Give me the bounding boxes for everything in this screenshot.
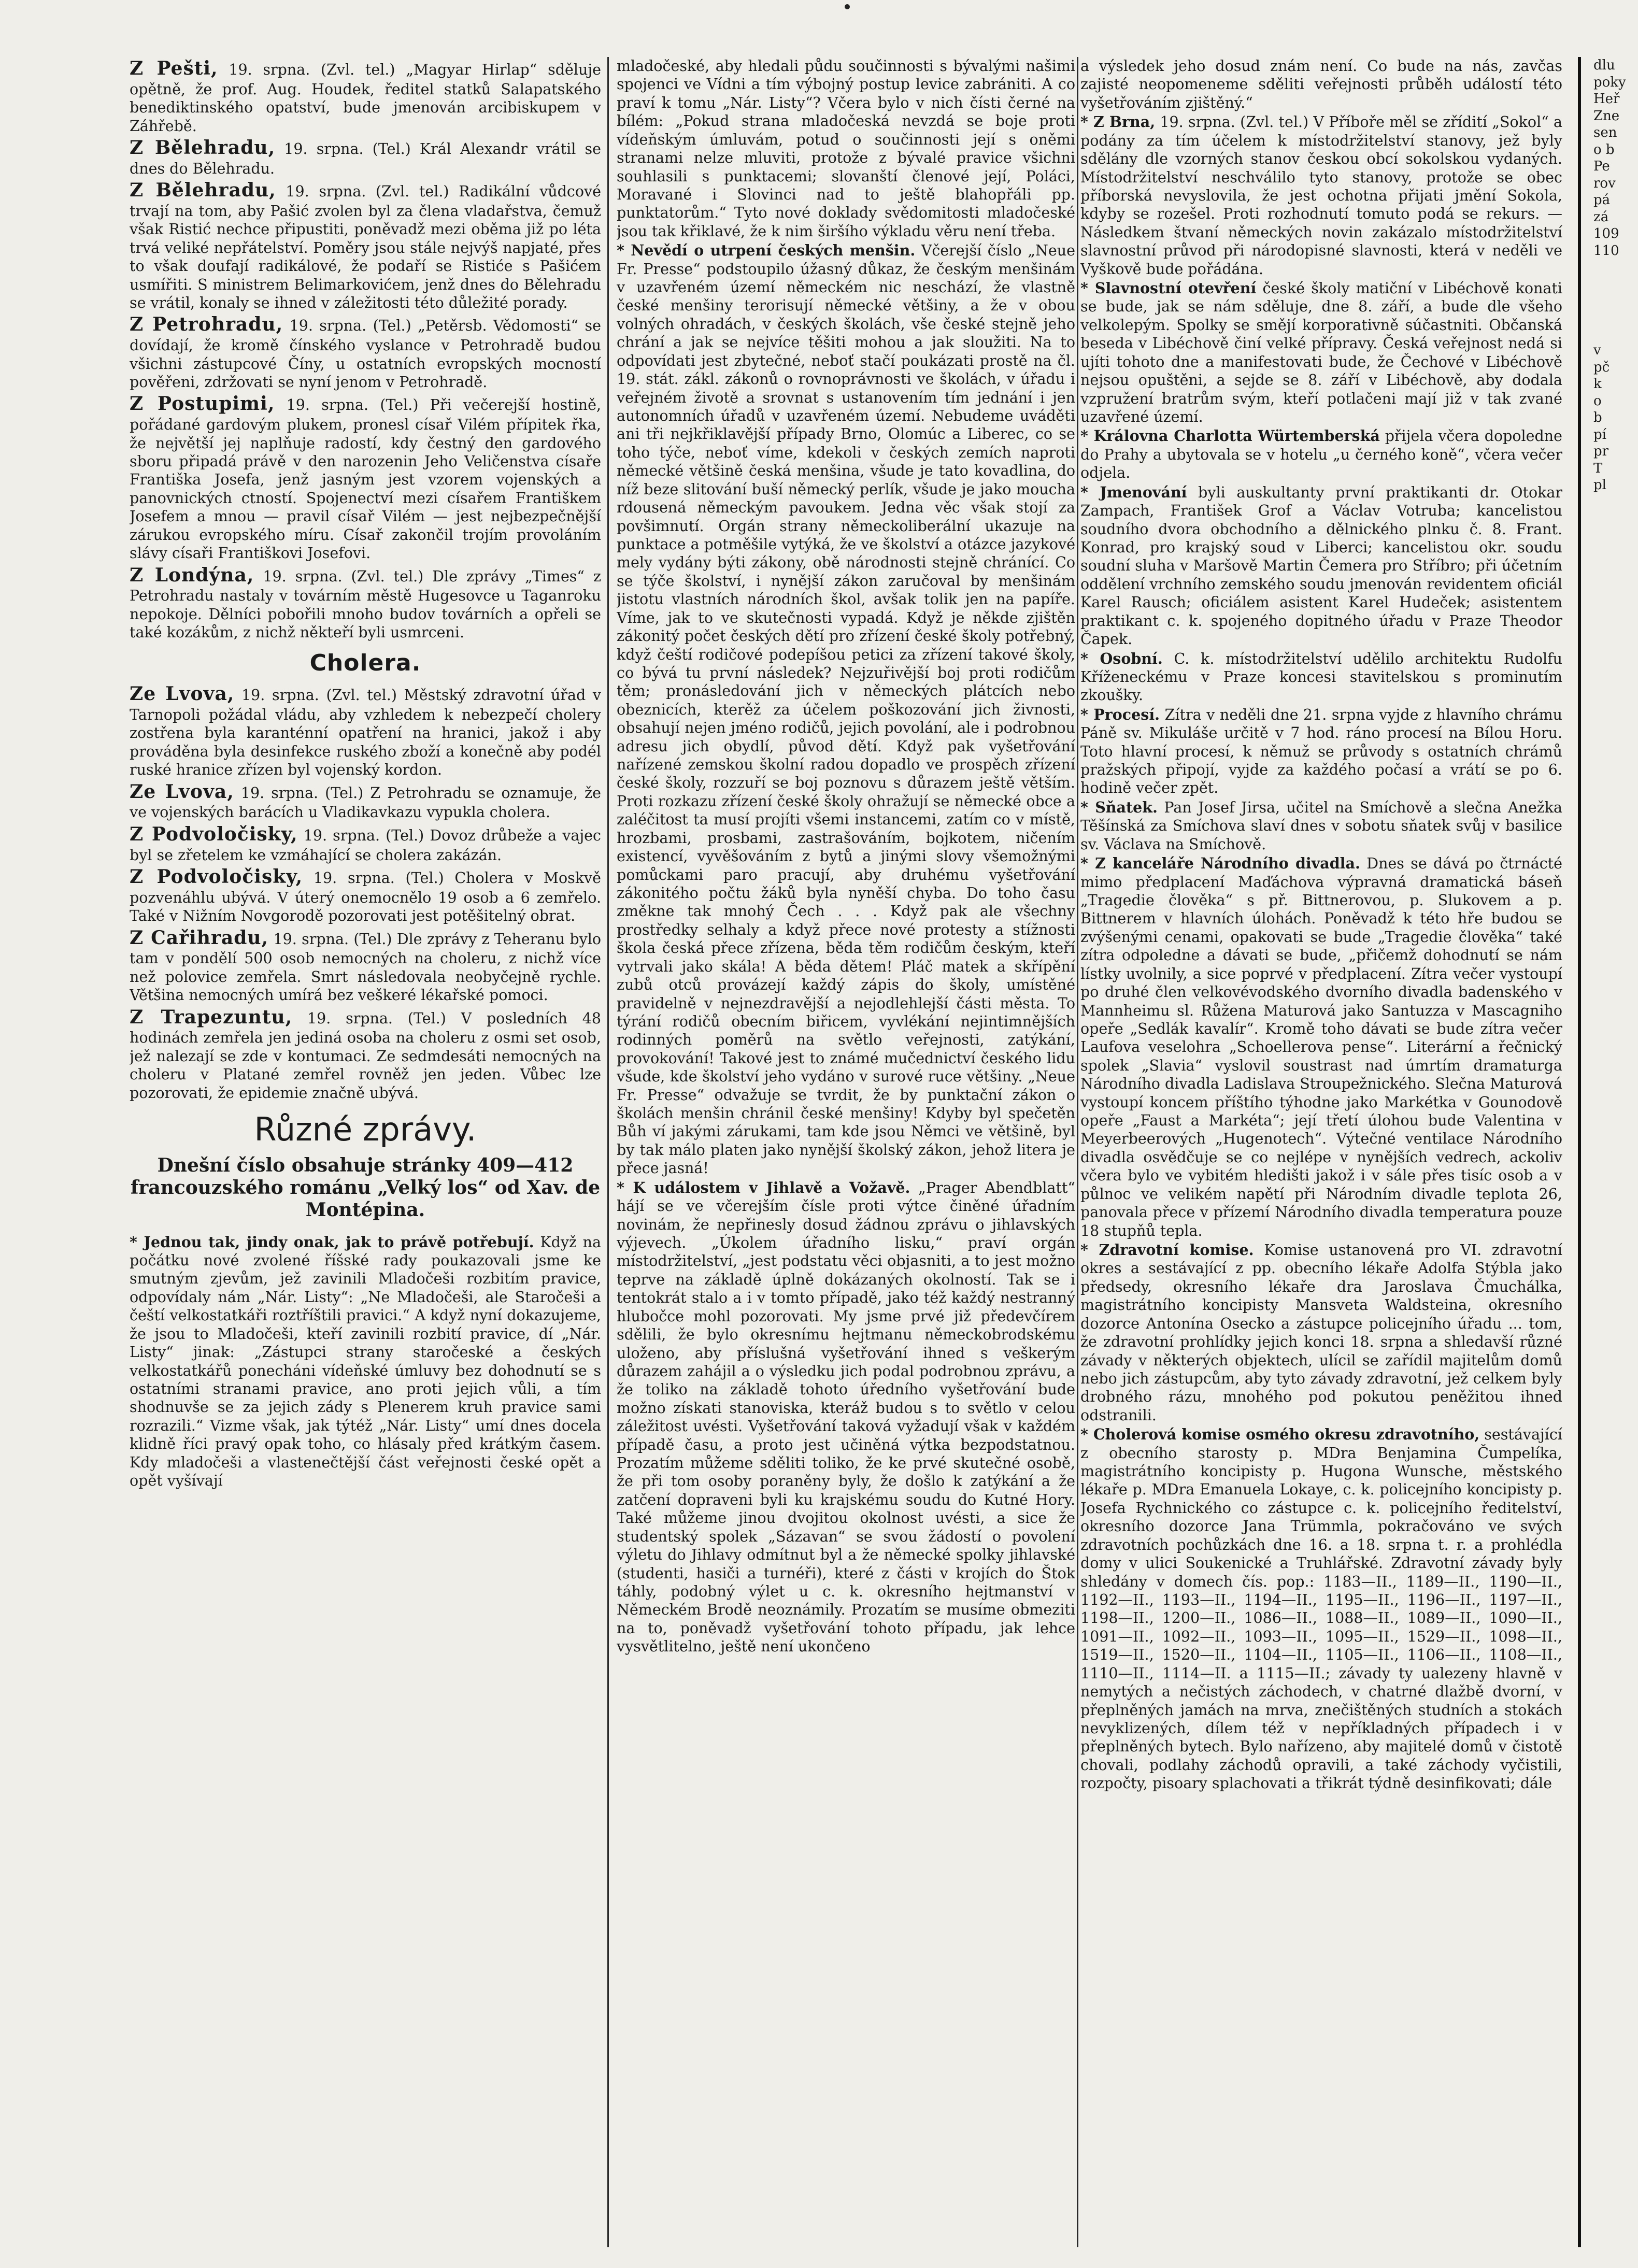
column-4-fragment	[1593, 57, 1638, 2247]
item-text: 19. srpna. (Zvl. tel.) Dle zprávy „Times“ z Petrohradu nastaly v továrním městě Hugesovce u Taganroku nepokoje. Dělníci pobořili mnoho budov továrních a opřeli se také kozákům, z nichž někteří byli usmrceni.	[130, 567, 601, 641]
column-rule	[607, 57, 609, 2247]
news-item-procesi	[1080, 706, 1562, 797]
news-item-jihlava	[617, 1179, 1075, 1656]
fragment-line: pl	[1593, 477, 1606, 493]
item-text: 19. srpna. (Tel.) Cholera v Moskvě pozvenáhlu ubývá. V úterý onemocnělo 19 osob a 6 zemřelo. Také v Nižním Novgorodě pozorovati jest potěšitelný obrat.	[130, 869, 601, 925]
news-item-petrohrad	[130, 313, 601, 391]
fragment-line: pá	[1593, 192, 1611, 208]
item-text: 19. srpna. (Zvl. tel.) Městský zdravotní úřad v Tarnopoli požádal vládu, aby vzhledem k nebezpečí cholery zostřena byla karanténní opatření na hranici, jakož i aby prováděna byla desinfekce ruského zboží a konečně aby podél ruské hranice zřízen byl vojenský kordon.	[130, 687, 601, 779]
column-2	[617, 57, 1075, 2247]
news-item-nevedi	[617, 241, 1075, 1178]
section-heading-cholera: Cholera.	[309, 649, 421, 676]
item-text: přijela včera dopoledne do Prahy a ubytovala se v hotelu „u černého koně“, včera večer odjela.	[1080, 427, 1562, 482]
item-heading: * Jmenování	[1080, 483, 1187, 501]
fragment-line: T	[1593, 460, 1603, 476]
news-item-jmenovani	[1080, 483, 1562, 649]
item-heading: * Slavnostní otevření	[1080, 279, 1257, 297]
fragment-line: b	[1593, 410, 1602, 425]
item-text: 19. srpna. (Zvl. tel.) „Magyar Hirlap“ sděluje opětně, že prof. Aug. Houdek, ředitel statků Salapatského benediktinského opatství, bude jmenován arcibiskupem v Záhřebě.	[130, 61, 601, 135]
item-text: české školy matiční v Libéchově konati se bude, jak se nám sděluje, dne 8. září, a bude dle všeho velkolepým. Spolky se smějí korporativně súčastniti. Občanská beseda v Libéchově činí velké přípravy. Česká veřejnost nedá si ujíti tohoto dne a manifestovati bude, že Čechové v Libéchově nejsou opuštěni, a sejde se 8. září v Libéchově, aby dodala vzpružení bratrům svým, kteří potlačeni mají již v tak zvané uzavřené území.	[1080, 280, 1562, 426]
item-text: 19. srpna. (Tel.) Dle zprávy z Teheranu bylo tam v pondělí 500 osob nemocných na choleru, z nichž více než polovice zemřela. Smrt následovala neobyčejně rychle. Většina nemocných umírá bez veškeré lékařské pomoci.	[130, 930, 601, 1004]
item-heading: * Osobní.	[1080, 649, 1163, 667]
news-item-kralovna	[1080, 427, 1562, 482]
item-heading: * Nevědí o utrpení českých menšin.	[617, 241, 916, 260]
news-item-podvolocisky-1	[130, 823, 601, 864]
fragment-line: zá	[1593, 209, 1609, 225]
item-text: 19. srpna. (Tel.) Král Alexandr vrátil se dnes do Bělehradu.	[130, 140, 601, 177]
dateline: Z Petrohradu,	[130, 313, 283, 336]
news-item-londyn	[130, 564, 601, 642]
news-item-lvov-1	[130, 682, 601, 779]
item-text: 19. srpna. (Tel.) „Petěrsb. Vědomosti“ se dovídají, že kromě čínského vyslance v Petrohradě budou všichni zástupcové Číny, u ostatních evropských mocností pověřeni, zdržovati se nyní jenom v Petrohradě.	[130, 317, 601, 391]
novel-notice: Dnešní číslo obsahuje stránky 409—412 francouzského románu „Velký los“ od Xav. de Montépina.	[130, 1154, 601, 1221]
dateline: Z Postupimi,	[130, 393, 275, 415]
section-heading-ruzne-zpravy: Různé zprávy.	[254, 1110, 477, 1148]
news-item-podvolocisky-2	[130, 865, 601, 925]
item-heading: * Z Brna,	[1080, 113, 1156, 131]
continued-text: a výsledek jeho dosud znám není. Co bude na nás, zavčas zajisté neopomeneme sděliti veřejnosti průběh událostí této vyšetřováním zjištěný.“	[1080, 58, 1562, 111]
fragment-line: pč	[1593, 359, 1610, 375]
fragment-line: Zne	[1593, 108, 1620, 124]
item-heading: * Jednou tak, jindy onak, jak to právě potřebují.	[130, 1233, 534, 1251]
dateline: Ze Lvova,	[130, 683, 235, 705]
spacer	[1593, 259, 1638, 342]
item-text: Včerejší číslo „Neue Fr. Presse“ podstoupilo úžasný důkaz, že českým menšinám v uzavřeném území německém nic neschází, že vlastně české menšiny terorisují německé většiny, a že v obou volných ohradách, v českých školách, vše české stejně jeho chrání a jak se nejvíce těšiti mohou a jak sloužiti. Na to odpovídati jest zbytečné, neboť stačí poukázati prostě na čl. 19. stát. zákl. zákonů o rovnoprávnosti ve školách, v úřadu i veřejném životě a srovnat s ustanovením tím jednání i jen autonomních úřadů v uzavřeném území. Nebudeme uváděti ani tři nejkřiklavější případy Brno, Olomúc a Liberec, co se toho týče, neboť víme, kdekoli v českých zemích naproti německé většině česká menšina, všude je tato kovadlina, do níž beze slitování buší německý perlík, všude je jako moucha rdousená německým pavoukem. Jedna věc však stojí za povšimnutí. Orgán strany německoliberální ukazuje na punktace a potměšile vytýká, že ve školství a otázce jazykové mely vydány býti zákony, obě národnosti stejně chránící. Co se týče školství, i nynější zákon zaručoval by menšinám jistotu vlastních národních škol, avšak tolik jen na papíře. Víme, jak to ve skutečnosti vypadá. Když je někde zjištěn zákonitý počet českých dětí pro zřízení české školy potřebný, když čeští rodičové podepíšou petici za zřízení takové školy, co bývá tu první následek? Nejzuřivější boj proti rodičům těm; pronásledování jich v německých plátcích nebo obeznicích, kterěž za účelem poškozování jich živnosti, obsahují nejen jméno rodičů, jejich povolání, ale i podrobnou adresu jich obydlí, původ dětí. Když pak vyšetřování nařízené zemskou školní radou dopadlo ve prospěch zřízení české školy, rozzuří se boj poznovu s důrazem ještě větším. Proti rozkazu zřízení české školy ohražují se německé obce a zaléčitost ta musí projíti všemi instancemi, zatím co v místě, hrozbami, prosbami, zastrašováním, bojkotem, ničením existencí, vyvěšováním z bytů a jinými slovy všemožnými pomůckami paro pracují, aby druhému vyšetřování zákonitého počtu žáků byla nyněší chyba. Do toho času změkne tak mnohý Čech . . . Když pak ale všechny prostředky selhaly a když přece nové protesty a stížnosti škola česká přece zřízena, běda těm rodičům českým, kteří vytrvali jako skála! A běda dětem! Pláč matek a skřípění zubů otců provázejí každý zápis do školy, umístěné pravidelně v nejnezdravější a nejodlehlejší části města. To týrání rodičů obecním biřicem, vyvlékání nejintimnějších rodinných poměrů na světlo veřejnosti, zatýkání, provokování! Takové jest to známé mučednictví českého lidu všude, kde školství jeho vydáno v surové ruce většiny. „Neue Fr. Presse“ odvažuje se tvrdit, že by punktační zákon o školách menšin chránil české menšiny! Kdyby byl spečetěn Bůh ví jakými zárukami, tam kde jsou Němci ve většině, byl by tak málo platen jako nynější školský zákon, jehož litera je přece jasná!	[617, 242, 1075, 1177]
item-text: Zítra v neděli dne 21. srpna vyjde z hlavního chrámu Páně sv. Mikuláše určitě v 7 hod. ráno procesí na Bílou Horu. Toto hlavní procesí, k němuž se průvody s ostatních chrámů pražských připojí, vyjde za každého počasí a vrátí se po 6. hodině večer zpět.	[1080, 706, 1562, 797]
item-text: Komise ustanovená pro VI. zdravotní okres a sestávající z pp. obecního lékaře Adolfa Stýbla jako předsedy, okresního lékaře dra Jaroslava Čmuchálka, magistrátního koncipisty Mansveta Waldsteina, okresního dozorce Antonína Osecko a zástupce policejního úřadu ... tom, že zdravotní prohlídky jejich konci 18. srpna a shledavší různé závady v některých objektech, ulícil se zařídil majitelům domů nebo jich zástupcům, aby tyto závady zdravotní, jež celkem byly drobného rázu, mnohého pod pokutou peněžitou ihned odstranili.	[1080, 1242, 1562, 1424]
news-item-osobni	[1080, 650, 1562, 705]
news-item-belehrad-2	[130, 179, 601, 312]
item-text: 19. srpna. (Tel.) Dovoz drůbeže a vajec byl se zřetelem ke vzmáhající se cholera zakázán.	[130, 826, 601, 864]
item-heading: * Královna Charlotta Würtemberská	[1080, 427, 1380, 445]
column-1	[130, 57, 601, 2247]
dateline: Z Trapezuntu,	[130, 1006, 293, 1028]
item-text: 19. srpna. (Tel.) Z Petrohradu se oznamuje, že ve vojenských barácích u Vladikavkazu vypukla cholera.	[130, 784, 601, 821]
news-item-jednou-tak	[130, 1233, 601, 1490]
fragment-line: dlu	[1593, 58, 1615, 73]
fragment-line: o b	[1593, 141, 1615, 158]
item-text: byli auskultanty první praktikanti dr. Otokar Zampach, František Grof a Václav Votruba; kancelistou soudního dvora obchodního a dělnického plnku č. 8. Frant. Konrad, pro krajský soud v Liberci; kancelistou okr. soudu soudní sluha v Maršově Martin Čemera pro Stříbro; při účetním oddělení vrchního zemského soudu jmenován revidentem oficiál Karel Rausch; oficiálem asistent Karel Hudeček; asistentem praktikant c. k. spojeného dopitného úřadu v Praze Theodor Čapek.	[1080, 483, 1562, 648]
fragment-line: sen	[1593, 125, 1617, 140]
item-heading: * Zdravotní komise.	[1080, 1241, 1254, 1259]
news-item-brno	[1080, 113, 1562, 278]
item-text: sestávající z obecního starosty p. MDra Benjamina Čumpelíka, magistrátního koncipisty p. Hugona Wunsche, městského lékaře p. MDra Emanuela Lokaye, c. k. policejního koncipisty p. Josefa Rychnického co zástupce c. k. policejního ředitelství, okresního dozorce Jana Trümmla, pokračováno ve svých zdravotních pochůzkách dne 16. a 18. srpna t. r. a prohlédla domy v ulici Soukenické a Truhlářské. Zdravotní závady byly shledány v domech čís. pop.: 1183—II., 1189—II., 1190—II., 1192—II., 1193—II., 1194—II., 1195—II., 1196—II., 1197—II., 1198—II., 1200—II., 1086—II., 1088—II., 1089—II., 1090—II., 1091—II., 1092—II., 1093—II., 1095—II., 1529—II., 1098—II., 1519—II., 1520—II., 1104—II., 1105—II., 1106—II., 1108—II., 1110—II., 1114—II. a 1115—II.; závady ty ualezeny hlavně v nemytých a nečistých záchodech, v chatrné dlažbě dvorní, v přeplněných jamách na mrva, znečištěných studních a stokách nevyklizených, dílem též v nepříkladných případech i v přeplněných bytech. Bylo nařízeno, aby majitelé domů v čistotě chovali, podlahy záchodů opravili, a také záchody vyčistili, rozpočty, pisoary splachovati a třikrát týdně desinfikovati; dále	[1080, 1426, 1562, 1792]
item-text: 19. srpna. (Zvl. tel.) V Příboře měl se zřídití „Sokol“ a podány za tím účelem k místodržitelství stanovy, jež byly sdělány dle vzorných stanov českou obcí sokolskou vydaných. Místodržitelství neschválilo tyto stanovy, protože se obec příborská nevyslovila, že jest ochotna přijati jmění Sokola, kdyby se rozešel. Proti rozhodnutí tomuto podá se rekurs. — Následkem štvaní německých novin zakázalo místodržitelství slavnostní průvod při národopisné slavnosti, která v neděli ve Vyškově bude pořádána.	[1080, 113, 1562, 278]
print-mark	[845, 4, 850, 9]
fragment-line: 110	[1593, 243, 1619, 259]
news-item-belehrad-1	[130, 136, 601, 178]
item-text: C. k. místodržitelství udělilo architektu Rudolfu Kříženeckému v Praze koncesi stavitelskou s prominutím zkoušky.	[1080, 650, 1562, 704]
item-text: 19. srpna. (Tel.) Při večerejší hostině, pořádané gardovým plukem, pronesl císař Vilém přípitek řka, že největší jej naplňuje radostí, kdy čestný den gardového sboru připadá právě v den narozenin Jeho Veličenstva císaře Františka Josefa, jenž jasným jest vzorem vojenských a panovnických ctností. Spojenectví mezi císařem Františkem Josefem a mnou — pravil císař Vilém — jest nejbezpečnější zárukou evropského míru. Císař zakončil trojím provoláním slávy císaři Františkovi Josefovi.	[130, 396, 601, 562]
dateline: Z Londýna,	[130, 564, 254, 586]
item-heading: * K událostem v Jihlavě a Vožavě.	[617, 1178, 910, 1196]
column-3	[1080, 57, 1562, 2247]
fragment-line: pr	[1593, 444, 1609, 459]
dateline: Z Bělehradu,	[130, 137, 276, 159]
fragment-line: rov	[1593, 175, 1616, 191]
news-item-slavnostni	[1080, 279, 1562, 426]
fragment-line: Heř	[1593, 91, 1620, 107]
item-text: 19. srpna. (Zvl. tel.) Radikální vůdcové trvají na tom, aby Pašić zvolen byl za člena vladařstva, čemuž však Ristić nechce připustiti, poněvadž mezi oběma již po léta trvá veliké nepřátelství. Poměry jsou stále nejvýš napjaté, přes to však doufají radikálové, že podaří se Ristiće s Pašićem usmířiti. S ministrem Belimarkovićem, jenž dnes do Bělehradu se vrátil, konaly se ihned v záležitosti této důležité porady.	[130, 183, 601, 311]
news-item-postupim	[130, 392, 601, 562]
news-item-pest	[130, 57, 601, 135]
dateline: Z Pešti,	[130, 58, 218, 79]
continued-text: mladočeské, aby hledali půdu součinnosti s bývalými našimi spojenci ve Vídni a tím výbojný postup levice zabrániti. A co praví k tomu „Nár. Listy“? Včera bylo v nich čísti černé na bílém: „Pokud strana mladočeská nevzdá se boje proti vídeňským úmluvám, potud o součinnosti její s oněmi stranami nelze mluviti, protože z bývalé pravice všichni souhlasili s punktacemi; slovanští členové její, Poláci, Moravané i Slovinci nad to ještě blahopřáli pp. punktatorům.“ Tyto nové doklady svědomitosti mladočeské jsou tak křiklavé, že k nim širšího výkladu věru není třeba.	[617, 58, 1075, 240]
page-edge-rule	[1578, 57, 1581, 2247]
news-item-trapezunt	[130, 1006, 601, 1102]
news-item-zdravotni	[1080, 1241, 1562, 1424]
spacer	[130, 1226, 601, 1233]
fragment-line: o	[1593, 393, 1602, 409]
news-item-kancelar	[1080, 854, 1562, 1240]
item-text: „Prager Abendblatt“ hájí se ve včerejším čísle proti výtce činěné úřadním novinám, že nepřinesly dosud žádnou zprávu o jihlavských výjevech. „Úkolem úřadního lisku,“ praví orgán místodržitelství, „jest podstatu věci objasniti, a to jest možno teprve na základě úplně dokázaných okolností. Tak se i tentokrát stalo a i v tomto případě, jako též každý nestranný hlubočce mohl pozorovati. My jsme prvé již předevčírem sdělili, že bylo okresnímu hejtmanu německobrodskému uloženo, aby příslušná vyšetřování ihned s veškerým důrazem zahájil a o výsledku jich podal podrobnou zprávu, a že toliko na základě tohoto úředního vyšetřování bude možno získati stanoviska, kteráž budou s to světlo v celou záležitost uvésti. Vyšetřování taková vyžadují však v každém případě času, a proto jest učiněná výtka bezpodstatnou. Prozatím můžeme sděliti toliko, že ke prvé skutečné osobě, že při tom osoby poraněny byly, že došlo k zatýkání a že zatčení dopraveni byli ku krajskému soudu do Kutné Hory. Také můžeme jinou dvojitou okolnost uvésti, a sice že studentský spolek „Sázavan“ se svou žádostí o povolení výletu do Jihlavy odmítnut byl a že německé spolky jihlavské (studenti, hasiči a turnéři), které z části v krojích do Štok táhly, podobný výlet u c. k. okresního hejtmanství v Německém Brodě neoznámily. Prozatím se musíme obmeziti na to, poněvadž vyšetřování tohoto případu, jak lehce vysvětlitelno, ještě není ukončeno	[617, 1179, 1075, 1656]
news-item-lvov-2	[130, 780, 601, 822]
item-text: Když na počátku nové zvolené říšské rady poukazovali jsme ke smutným zjevům, jež zavinili Mladočeši rozbitím pravice, odpovídaly nám „Nár. Listy“: „Ne Mladočeši, ale Staročeši a čeští velkostatkáři roztříštili pravici.“ A když nyní dokazujeme, že jsou to Mladočeši, kteří zavinili rozbití pravice, dí „Nár. Listy“ jinak: „Zástupci strany staročeské a českých velkostatkářů ponecháni vídeňské úmluvy bez dohodnutí se s ostatními stranami pravice, ano proti jejich vůli, a tím shodnuvše se za jejich zády s Plenerem kruh pravice sami rozrazili.“ Vizme však, jak týtéž „Nár. Listy“ umí dnes docela klidně říci pravý opak toho, co hlásaly před krátkým časem. Kdy mladočeši a vlastenečtější část veřejnosti české opět a opět vyšívají	[130, 1233, 601, 1490]
news-item-cholerova	[1080, 1425, 1562, 1792]
item-heading: * Procesí.	[1080, 705, 1160, 723]
fragment-line: k	[1593, 376, 1602, 392]
fragment-line: Pe	[1593, 159, 1610, 174]
item-heading: * Cholerová komise osmého okresu zdravotního,	[1080, 1425, 1480, 1444]
dateline: Z Podvoločisky,	[130, 823, 298, 845]
dateline: Z Bělehradu,	[130, 179, 276, 202]
fragment-line: v	[1593, 343, 1601, 358]
item-text: 19. srpna. (Tel.) V posledních 48 hodinách zemřela jen jediná osoba na choleru z osmi set osob, jež nalezají se zde v kontumaci. Ze sedmdesáti nemocných na choleru v Platané zemřel rovněž jen jeden. Vůbec lze pozorovati, že epidemie značně ubývá.	[130, 1009, 601, 1102]
dateline: Z Cařihradu,	[130, 926, 269, 949]
fragment-line: pí	[1593, 426, 1606, 443]
item-heading: * Z kanceláře Národního divadla.	[1080, 854, 1360, 873]
dateline: Ze Lvova,	[130, 780, 234, 803]
column-rule	[1077, 57, 1078, 2247]
news-item-snatek	[1080, 798, 1562, 853]
item-text: Dnes se dává po čtrnácté mimo předplacení Maďáchova výpravná dramatická báseň „Tragedie člověka“ s př. Bittnerovou, p. Slukovem a p. Bittnerem v hlavních úlohách. Poněvadž k této hře budou se zvýšenými cenami, opakovati se bude „Tragedie člověka“ také zítra odpoledne a dávati se bude, „přičemž dohodnutí se nám lístky uvolnily, a sice poprvé v předplacení. Zítra večer vystoupí po druhé člen velkovévodského dvorního divadla badenského v Mannheimu sl. Růžena Maturová jako Santuzza v Mascagniho opeře „Sedlák kavalír“. Kromě toho dávati se bude zítra večer Laufova veselohra „Schoellerova pense“. Literární a řečnický spolek „Slavia“ vyslovil soustrast nad úmrtím dramaturga Národního divadla Ladislava Stroupežnického. Slečna Maturová vystoupí koncem příštího týhodne jako Markétka v Gounodově opeře „Faust a Markéta“; její třetí úlohou bude Valentina v Meyerbeerových „Hugenotech“. Výtečné ventilace Národního divadla osvědčuje se co nejlépe v nynějších vedrech, ackoliv včera bylo ve vybitém hledišti jakož i v sále přes tisíc osob a v půlnoc ve velikém napětí při Národním divadle teplota 26, panovala přece v přízemí Národního divadla temperatura pouze 18 stupňů tepla.	[1080, 855, 1562, 1239]
fragment-line: 109	[1593, 226, 1619, 241]
item-text: Pan Josef Jirsa, učitel na Smíchově a slečna Anežka Těšínská za Smíchova slaví dnes v sobotu sňatek svůj v basilice sv. Václava na Smíchově.	[1080, 798, 1562, 853]
fragment-line: poky	[1593, 74, 1626, 90]
item-heading: * Sňatek.	[1080, 798, 1158, 816]
dateline: Z Podvoločisky,	[130, 865, 303, 888]
news-item-carihrad	[130, 926, 601, 1005]
